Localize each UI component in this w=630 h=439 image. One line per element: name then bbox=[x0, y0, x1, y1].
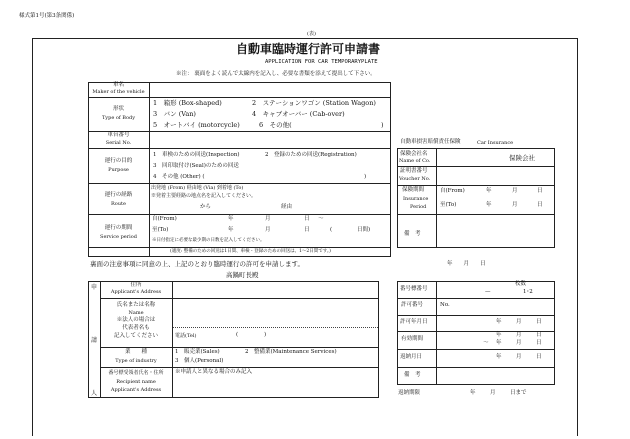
insurance-from-month: 月 bbox=[512, 188, 518, 194]
insurance-to-year: 年 bbox=[486, 202, 492, 208]
applicant-side-top: 申 bbox=[91, 284, 98, 291]
period-footer: (適度: 整備のための回送は1日間、車検・登録のための回送は、1～2日間です。) bbox=[170, 249, 331, 254]
insurance-from-label: 自(From) bbox=[440, 188, 465, 194]
serial-input[interactable] bbox=[150, 132, 390, 148]
route-label: 運行の経路 bbox=[104, 192, 133, 198]
purpose-label: 運行の目的 bbox=[104, 158, 133, 164]
permit-date-day: 日 bbox=[536, 319, 542, 325]
route-via: 経由 bbox=[281, 204, 293, 210]
form-number: 様式第1号(第3条関係) bbox=[19, 13, 75, 19]
return-day: 日 bbox=[536, 354, 542, 360]
voucher-label: 証明書番号 bbox=[400, 168, 428, 174]
period-from-day: 日 bbox=[304, 216, 310, 222]
valid-to-month: 月 bbox=[516, 340, 522, 346]
return-deadline-label: 返納期限 bbox=[398, 390, 421, 396]
permit-date-month: 月 bbox=[516, 319, 522, 325]
recipient-input[interactable] bbox=[173, 378, 378, 397]
name-input[interactable] bbox=[173, 299, 378, 326]
period-from-year: 年 bbox=[228, 216, 234, 222]
insurance-period-en1: Insurance bbox=[403, 196, 429, 202]
plate-number-label: 番号標番号 bbox=[400, 286, 428, 292]
industry-option-1[interactable]: 1 販売業(Sales) bbox=[175, 349, 220, 355]
purpose-option-1[interactable]: 1 車検のための回送(Inspection) bbox=[153, 152, 240, 158]
valid-from-month: 月 bbox=[516, 332, 522, 338]
deadline-year: 年 bbox=[470, 390, 476, 396]
permit-number-label: 許可番号 bbox=[401, 302, 424, 308]
deadline-month: 月 bbox=[490, 390, 496, 396]
instruction-note: ※注： 裏面をよく読んで太線内を記入し、必要な書類を添えて提出して下さい。 bbox=[176, 71, 376, 77]
insurance-from-day: 日 bbox=[537, 188, 543, 194]
insurance-from-year: 年 bbox=[486, 188, 492, 194]
insurance-period-en2: Period bbox=[410, 204, 427, 210]
plate-dash: — bbox=[485, 289, 491, 295]
valid-to-day: 日 bbox=[536, 340, 542, 346]
route-label-en: Route bbox=[111, 201, 126, 207]
deadline-until: 日まで bbox=[510, 390, 527, 396]
body-option-4[interactable]: 4 キャブオーバー (Cab-over) bbox=[252, 110, 345, 118]
application-date: 年 月 日 bbox=[447, 261, 486, 267]
return-year: 年 bbox=[496, 354, 502, 360]
period-from-label: 自(From) bbox=[152, 216, 177, 222]
phone-input[interactable] bbox=[240, 330, 262, 342]
addressee: 高鍋町長殿 bbox=[226, 271, 259, 279]
maker-label-en: Maker of the vehicle bbox=[92, 89, 145, 95]
maker-input[interactable] bbox=[150, 83, 390, 97]
recipient-label-en1: Recipient name bbox=[116, 379, 156, 385]
phone-paren-close: ) bbox=[264, 332, 267, 338]
form-title: 自動車臨時運行許可申請書 bbox=[236, 42, 381, 56]
form-title-english: APPLICATION FOR CAR TEMPORARYPLATE bbox=[265, 59, 378, 65]
period-tilde: ～ bbox=[318, 216, 324, 222]
name-note-1: ※法人の場合は bbox=[116, 317, 156, 323]
body-option-2[interactable]: 2 ステーションワゴン (Station Wagon) bbox=[252, 99, 376, 107]
applicant-side-mid: 請 bbox=[91, 337, 98, 344]
plate-count-label: 枚数 bbox=[515, 281, 527, 287]
name-label-en: Name bbox=[128, 310, 144, 316]
industry-label: 業 種 bbox=[124, 349, 147, 355]
purpose-label-en: Purpose bbox=[108, 167, 129, 173]
return-date-label: 返納月日 bbox=[400, 354, 423, 360]
body-type-label-en: Type of Body bbox=[101, 115, 136, 121]
office-section bbox=[397, 281, 555, 385]
period-days-open: ( bbox=[330, 227, 333, 233]
name-label: 氏名または名称 bbox=[116, 302, 156, 308]
period-days-suffix: 日間) bbox=[357, 227, 371, 233]
insurance-company-label-en: Name of Co. bbox=[399, 158, 431, 164]
industry-option-3[interactable]: 3 個人(Personal) bbox=[175, 358, 224, 364]
insurance-heading: 自動車損害賠償責任保険 bbox=[400, 139, 461, 145]
purpose-option-2[interactable]: 2 登録のための回送(Registration) bbox=[265, 152, 357, 158]
insurance-company-suffix: 保険会社 bbox=[509, 154, 535, 162]
route-header: 出発地 (From) 経由地 (Via) 到着地 (To) bbox=[151, 185, 244, 191]
applicant-side-bottom: 人 bbox=[91, 390, 98, 397]
period-to-month: 月 bbox=[265, 227, 271, 233]
period-note: ※日付指定に必要な最少期の日数を記入してください。 bbox=[152, 238, 265, 243]
voucher-label-en: Voucher No. bbox=[399, 176, 431, 182]
recipient-note: ※申請人と異なる場合のみ記入 bbox=[175, 369, 253, 375]
period-to-year: 年 bbox=[228, 227, 234, 233]
body-type-label: 形状 bbox=[112, 106, 124, 112]
period-to-day: 日 bbox=[304, 227, 310, 233]
insurance-remarks-label: 備 考 bbox=[404, 231, 421, 237]
office-remarks-label: 備 考 bbox=[404, 372, 421, 378]
phone-label: 電話(Tel) bbox=[175, 333, 197, 339]
insurance-to-month: 月 bbox=[512, 202, 518, 208]
side-label: (表) bbox=[307, 31, 316, 37]
phone-paren-open: ( bbox=[236, 332, 239, 338]
voucher-input[interactable] bbox=[437, 167, 554, 185]
consent-text: 裏面の注意事項に同意の上、上記のとおり臨時運行の許可を申請します。 bbox=[90, 260, 304, 268]
valid-to-year: 年 bbox=[496, 340, 502, 346]
body-option-6-close: ) bbox=[381, 121, 384, 129]
permit-number-prefix: No. bbox=[440, 302, 450, 308]
recipient-label-en2: Applicant's Address bbox=[110, 387, 162, 393]
address-label: 住所 bbox=[130, 282, 142, 288]
period-to-label: 至(To) bbox=[152, 227, 169, 233]
purpose-option-4-close: ) bbox=[364, 174, 367, 180]
name-note-3: 記入してください bbox=[113, 333, 158, 339]
route-from: から bbox=[200, 204, 212, 210]
insurance-to-day: 日 bbox=[537, 202, 543, 208]
purpose-option-3[interactable]: 3 回印取付け(Seal)のための回送 bbox=[153, 163, 239, 169]
permit-date-label: 許可年月日 bbox=[400, 319, 428, 325]
industry-label-en: Type of industry bbox=[115, 358, 157, 364]
insurance-company-label: 保険会社名 bbox=[400, 151, 428, 157]
address-label-en: Applicant's Address bbox=[110, 289, 162, 295]
permit-date-year: 年 bbox=[496, 319, 502, 325]
address-input[interactable] bbox=[173, 282, 378, 298]
body-option-1[interactable]: 1 箱形 (Box-shaped) bbox=[153, 99, 222, 107]
valid-from-day: 日 bbox=[536, 332, 542, 338]
maker-label: 車名 bbox=[112, 82, 124, 88]
period-from-month: 月 bbox=[265, 216, 271, 222]
serial-label: 車台番号 bbox=[107, 132, 130, 138]
insurance-to-label: 至(To) bbox=[440, 202, 457, 208]
plate-count-value: 1･2 bbox=[523, 289, 533, 295]
insurance-heading-en: Car Insurance bbox=[477, 140, 514, 146]
body-option-5[interactable]: 5 オートバイ (motorcycle) bbox=[153, 121, 240, 129]
valid-from-year: 年 bbox=[496, 332, 502, 338]
serial-label-en: Serial No. bbox=[105, 140, 132, 146]
valid-tilde: ～ bbox=[483, 340, 489, 346]
industry-option-2[interactable]: 2 整備業(Maintenance Services) bbox=[245, 349, 337, 355]
purpose-option-4[interactable]: 4 その他 (Other) ( bbox=[153, 174, 205, 180]
name-note-2: 代表者名も bbox=[122, 325, 150, 331]
period-label: 運行の期間 bbox=[104, 225, 133, 231]
recipient-label: 番号標受領者氏名・住所 bbox=[108, 370, 164, 376]
body-option-6[interactable]: 6 その他( bbox=[259, 121, 292, 129]
return-month: 月 bbox=[516, 354, 522, 360]
insurance-period-label: 保険期間 bbox=[402, 187, 425, 193]
route-note: ※発着主要経路の地点名を記入してください。 bbox=[151, 193, 257, 199]
body-option-3[interactable]: 3 バン (Van) bbox=[153, 110, 196, 118]
valid-period-label: 有効期間 bbox=[401, 336, 424, 342]
period-label-en: Service period bbox=[100, 234, 137, 240]
